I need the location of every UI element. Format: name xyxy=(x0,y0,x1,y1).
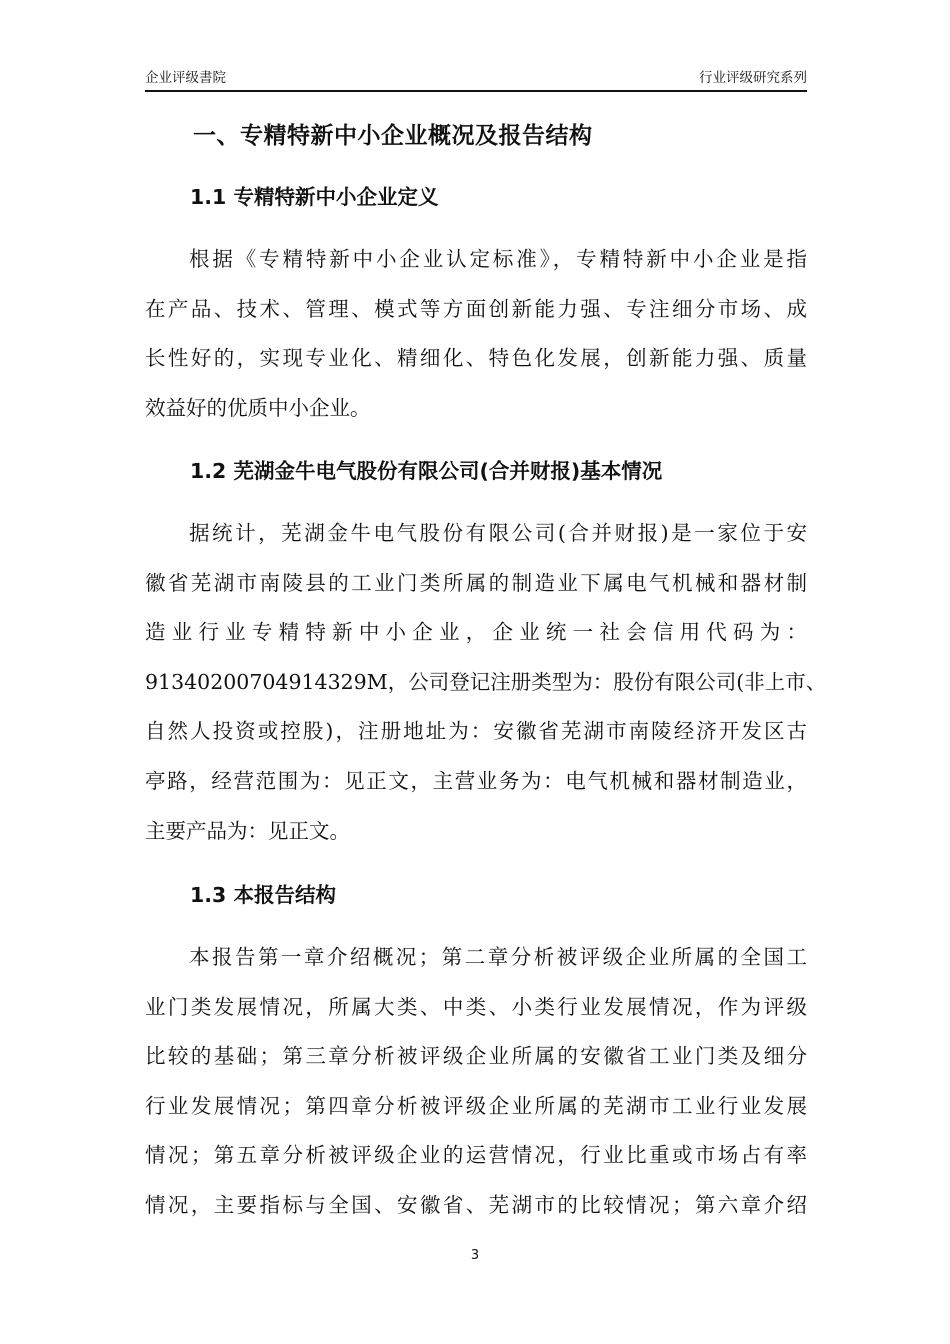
section-1-2-title: 1.2 芜湖金牛电气股份有限公司(合并财报)基本情况 xyxy=(190,459,663,483)
header-right-title: 行业评级研究系列 xyxy=(699,70,807,86)
paragraph-line: 造业行业专精特新中小企业，企业统一社会信用代码为： xyxy=(145,620,807,645)
paragraph-line: 情况，主要指标与全国、安徽省、芜湖市的比较情况；第六章介绍 xyxy=(145,1192,807,1217)
paragraph-line: 效益好的优质中小企业。 xyxy=(145,395,371,420)
paragraph-line: 情况；第五章分析被评级企业的运营情况，行业比重或市场占有率 xyxy=(145,1143,807,1168)
section-1-2-paragraph xyxy=(145,516,827,863)
header-left-title: 企业评级書院 xyxy=(145,70,226,86)
paragraph-line: 行业发展情况；第四章分析被评级企业所属的芜湖市工业行业发展 xyxy=(145,1093,807,1118)
paragraph-line: 据统计，芜湖金牛电气股份有限公司(合并财报)是一家位于安 xyxy=(189,521,807,545)
section-1-1-paragraph xyxy=(145,242,807,440)
page-number: 3 xyxy=(470,1248,480,1263)
paragraph-line: 长性好的，实现专业化、精细化、特色化发展，创新能力强、质量 xyxy=(145,346,807,371)
paragraph-line: 亭路，经营范围为：见正文，主营业务为：电气机械和器材制造业， xyxy=(145,768,807,793)
paragraph-line: 主要产品为：见正文。 xyxy=(145,818,350,843)
section-1-3-title: 1.3 本报告结构 xyxy=(190,883,336,907)
chapter-title: 一、专精特新中小企业概况及报告结构 xyxy=(193,123,593,149)
paragraph-line: 自然人投资或控股)，注册地址为：安徽省芜湖市南陵经济开发区古 xyxy=(145,719,807,744)
paragraph-line: 91340200704914329M，公司登记注册类型为：股份有限公司(非上市、 xyxy=(145,669,827,694)
paragraph-line: 在产品、技术、管理、模式等方面创新能力强、专注细分市场、成 xyxy=(145,296,807,321)
paragraph-line: 本报告第一章介绍概况；第二章分析被评级企业所属的全国工 xyxy=(189,945,807,969)
paragraph-line: 根据《专精特新中小企业认定标准》，专精特新中小企业是指 xyxy=(189,247,807,271)
paragraph-line: 比较的基础；第三章分析被评级企业所属的安徽省工业门类及细分 xyxy=(145,1044,807,1069)
page-header xyxy=(145,68,807,92)
section-1-3-paragraph xyxy=(145,940,807,1238)
section-1-1-title: 1.1 专精特新中小企业定义 xyxy=(190,185,439,209)
paragraph-line: 徽省芜湖市南陵县的工业门类所属的制造业下属电气机械和器材制 xyxy=(145,570,807,595)
paragraph-line: 业门类发展情况，所属大类、中类、小类行业发展情况，作为评级 xyxy=(145,994,807,1019)
